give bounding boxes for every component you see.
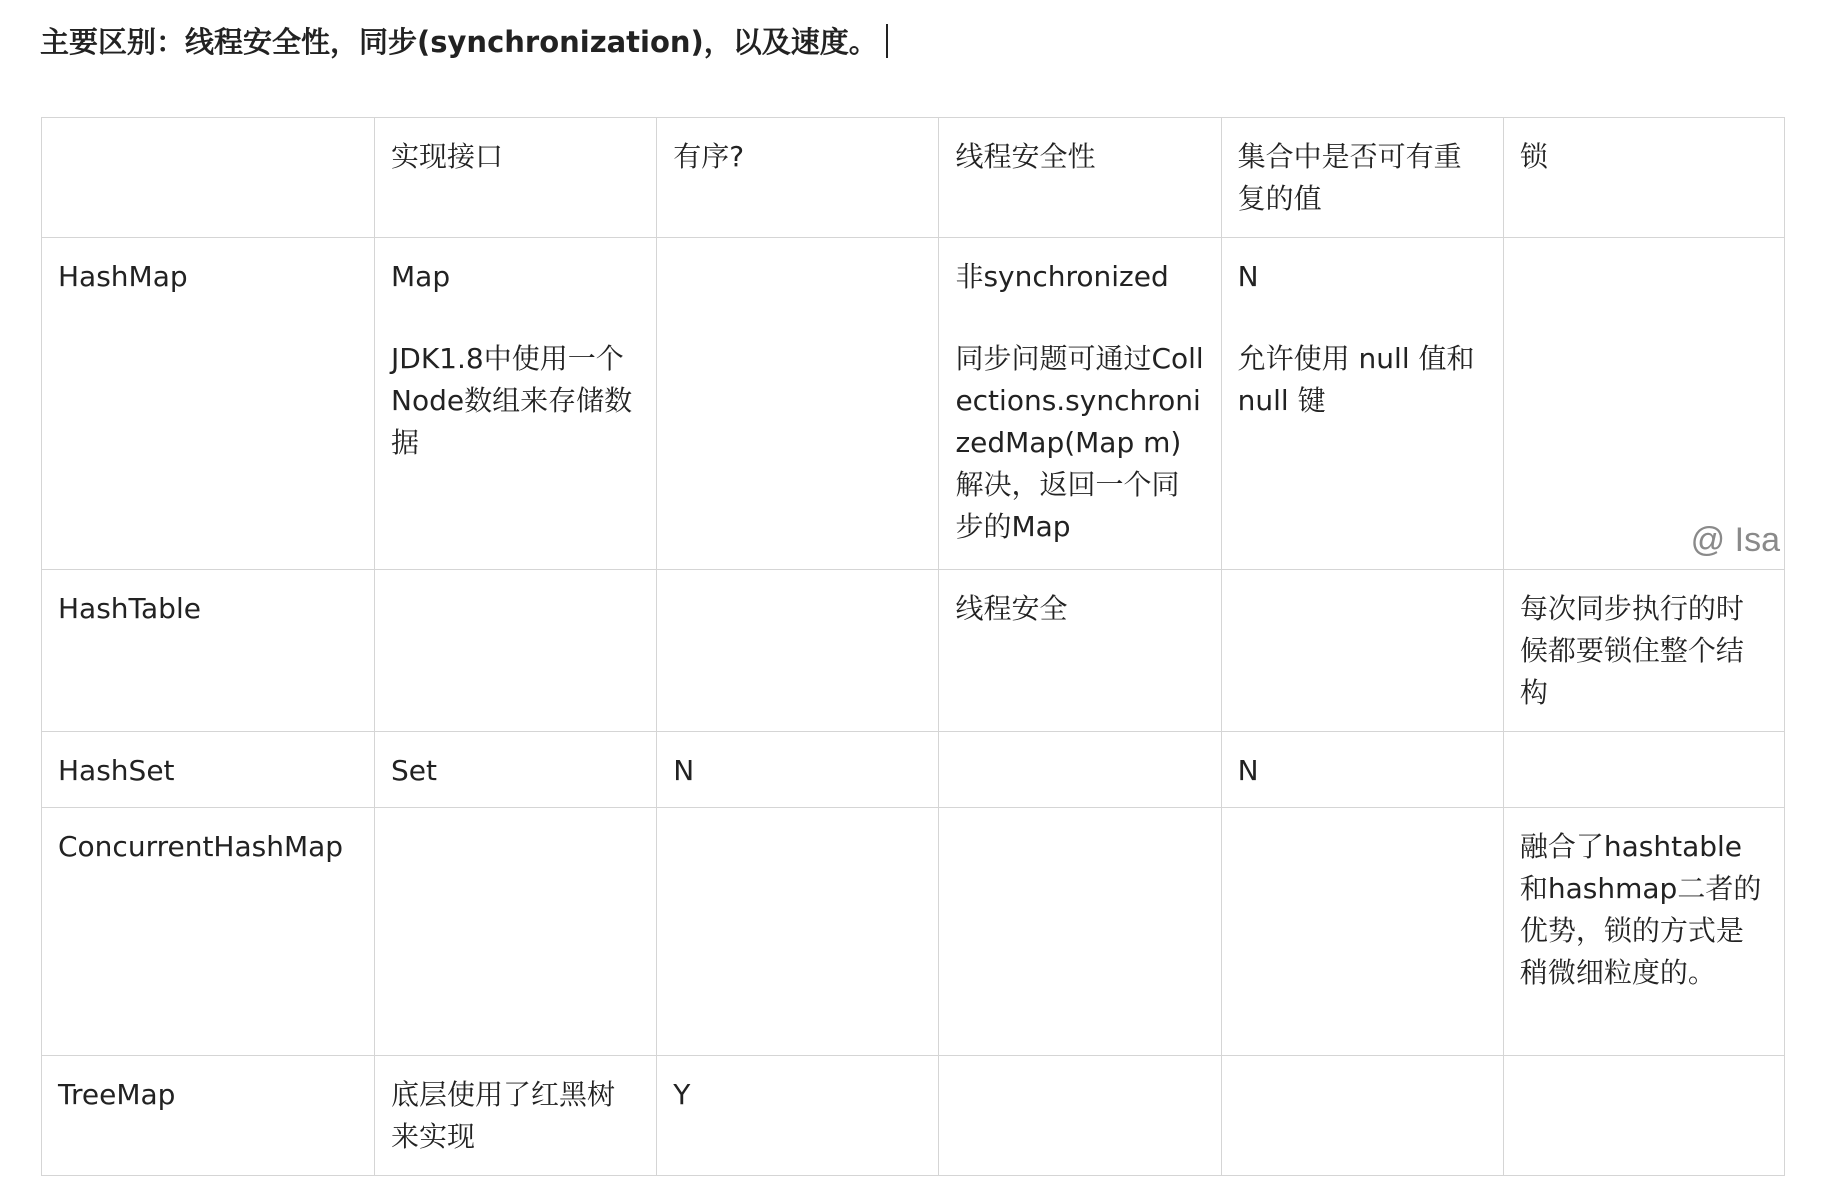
thread-safety-text: 非synchronized [955,260,1169,293]
thread-safety-cell [939,238,1221,570]
ordered-cell [657,238,939,570]
row-name-cell: TreeMap [42,1056,375,1176]
duplicates-text: N [1237,260,1259,293]
thread-safety-note: 同步问题可通过Collections.synchronizedMap(Map m) 解决，返回一个同步的Map [955,342,1204,543]
duplicates-note: 允许使用 null 值和 null 键 [1237,342,1475,417]
thread-safety-cell [939,808,1221,1056]
header-cell-thread-safety: 线程安全性 [939,118,1221,238]
table-row [42,1056,1785,1176]
heading-text: 主要区别：线程安全性，同步(synchronization)，以及速度。 [40,25,878,59]
table-row [42,238,1785,570]
text-cursor [886,24,888,58]
interface-cell [375,570,657,732]
lock-cell [1503,1056,1784,1176]
ordered-cell [657,570,939,732]
table-row [42,808,1785,1056]
lock-cell: 融合了hashtable和hashmap二者的优势，锁的方式是稍微细粒度的。 [1503,808,1784,1056]
header-cell-ordered: 有序? [657,118,939,238]
thread-safety-cell [939,732,1221,808]
interface-text: Map [391,260,451,293]
lock-cell: 每次同步执行的时候都要锁住整个结构 [1503,570,1784,732]
row-name-cell: HashMap [42,238,375,570]
lock-cell [1503,732,1784,808]
interface-cell: Set [375,732,657,808]
table-row [42,732,1785,808]
duplicates-cell [1221,238,1503,570]
duplicates-cell [1221,570,1503,732]
document-heading [40,22,888,62]
ordered-cell: Y [657,1056,939,1176]
duplicates-cell: N [1221,732,1503,808]
duplicates-cell [1221,1056,1503,1176]
table-header-row [42,118,1785,238]
lock-cell [1503,238,1784,570]
interface-cell: 底层使用了红黑树来实现 [375,1056,657,1176]
header-cell-empty [42,118,375,238]
header-cell-lock: 锁 [1503,118,1784,238]
row-name-cell: HashTable [42,570,375,732]
watermark: @ Isa [1690,521,1780,559]
row-name-cell: HashSet [42,732,375,808]
thread-safety-cell: 线程安全 [939,570,1221,732]
interface-cell [375,808,657,1056]
ordered-cell: N [657,732,939,808]
ordered-cell [657,808,939,1056]
duplicates-cell [1221,808,1503,1056]
header-cell-interface: 实现接口 [375,118,657,238]
interface-note: JDK1.8中使用一个Node数组来存储数据 [391,342,633,459]
interface-cell [375,238,657,570]
comparison-table [41,117,1785,1176]
thread-safety-cell [939,1056,1221,1176]
table-row [42,570,1785,732]
header-cell-duplicates: 集合中是否可有重复的值 [1221,118,1503,238]
row-name-cell: ConcurrentHashMap [42,808,375,1056]
